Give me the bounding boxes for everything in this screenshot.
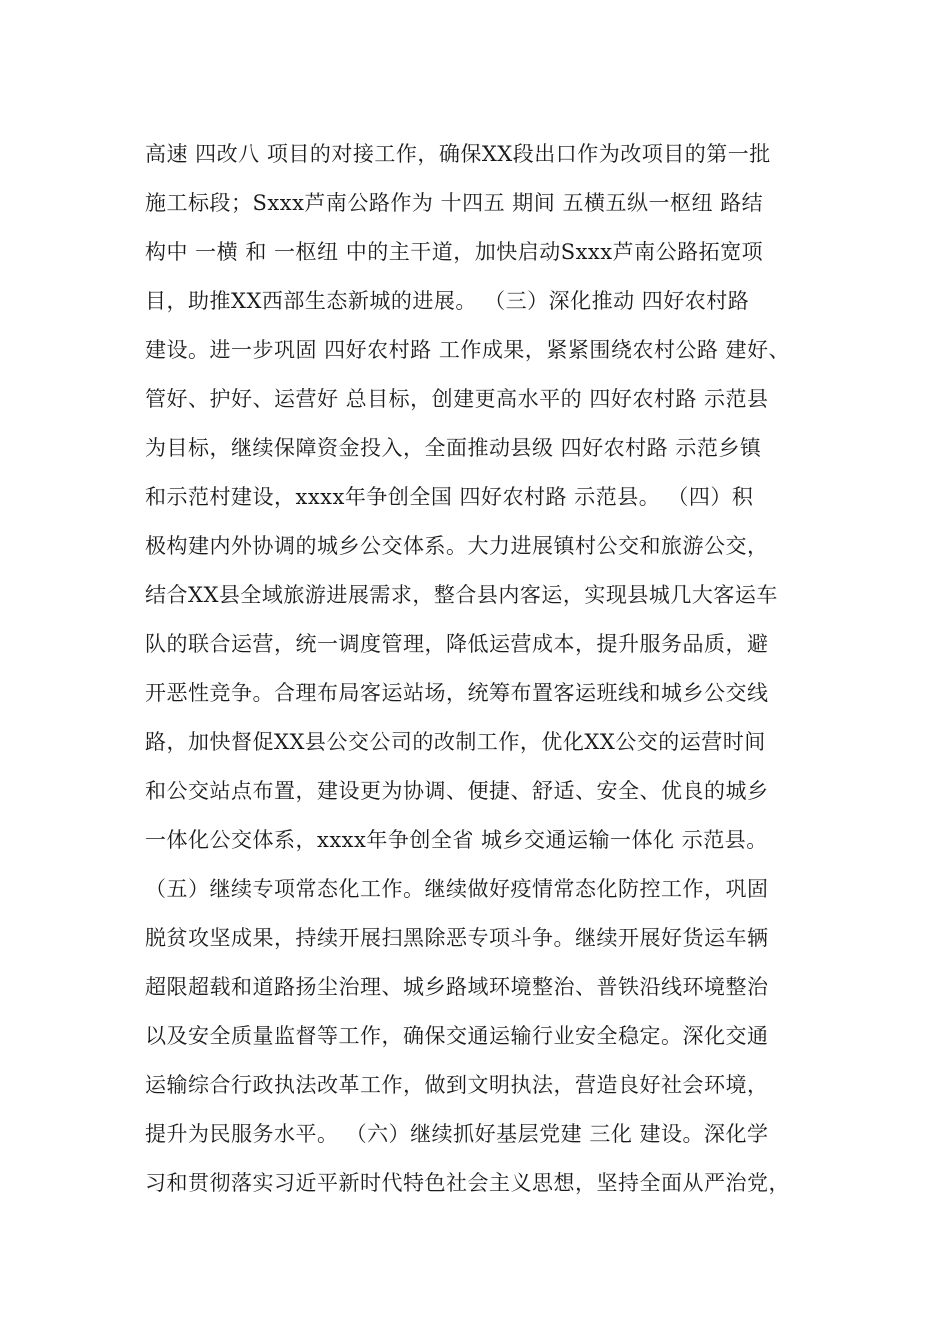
text-line-17: 脱贫攻坚成果，持续开展扫黑除恶专项斗争。继续开展好货运车辆: [145, 926, 769, 950]
text-line-19: 以及安全质量监督等工作，确保交通运输行业安全稳定。深化交通: [145, 1024, 769, 1048]
text-line-2: 施工标段；Sxxx芦南公路作为 十四五 期间 五横五纵一枢纽 路结: [145, 191, 764, 215]
text-line-9: 极构建内外协调的城乡公交体系。大力进展镇村公交和旅游公交，: [145, 534, 769, 558]
text-line-12: 开恶性竞争。合理布局客运站场，统筹布置客运班线和城乡公交线: [145, 681, 769, 705]
text-line-4: 目，助推XX西部生态新城的进展。 （三）深化推动 四好农村路: [145, 289, 750, 313]
text-line-10: 结合XX县全域旅游进展需求，整合县内客运，实现县城几大客运车: [145, 583, 778, 607]
text-line-20: 运输综合行政执法改革工作，做到文明执法，营造良好社会环境，: [145, 1073, 769, 1097]
text-line-5: 建设。进一步巩固 四好农村路 工作成果，紧紧围绕农村公路 建好、: [145, 338, 791, 362]
text-line-3: 构中 一横 和 一枢纽 中的主干道，加快启动Sxxx芦南公路拓宽项: [145, 240, 764, 264]
text-line-7: 为目标，继续保障资金投入，全面推动县级 四好农村路 示范乡镇: [145, 436, 762, 460]
text-line-1: 高速 四改八 项目的对接工作，确保XX段出口作为改项目的第一批: [145, 142, 771, 166]
text-line-21: 提升为民服务水平。 （六）继续抓好基层党建 三化 建设。深化学: [145, 1122, 769, 1146]
text-line-8: 和示范村建设，xxxx年争创全国 四好农村路 示范县。 （四）积: [145, 485, 754, 509]
text-line-11: 队的联合运营，统一调度管理，降低运营成本，提升服务品质，避: [145, 632, 769, 656]
text-line-13: 路，加快督促XX县公交公司的改制工作，优化XX公交的运营时间: [145, 730, 766, 754]
text-line-16: （五）继续专项常态化工作。继续做好疫情常态化防控工作，巩固: [145, 877, 769, 901]
text-line-22: 习和贯彻落实习近平新时代特色社会主义思想，坚持全面从严治党，: [145, 1171, 790, 1195]
text-line-18: 超限超载和道路扬尘治理、城乡路域环境整治、普铁沿线环境整治: [145, 975, 769, 999]
text-line-6: 管好、护好、运营好 总目标，创建更高水平的 四好农村路 示范县: [145, 387, 769, 411]
text-line-15: 一体化公交体系，xxxx年争创全省 城乡交通运输一体化 示范县。: [145, 828, 768, 852]
body-text: [145, 130, 825, 1208]
text-line-14: 和公交站点布置，建设更为协调、便捷、舒适、安全、优良的城乡: [145, 779, 769, 803]
